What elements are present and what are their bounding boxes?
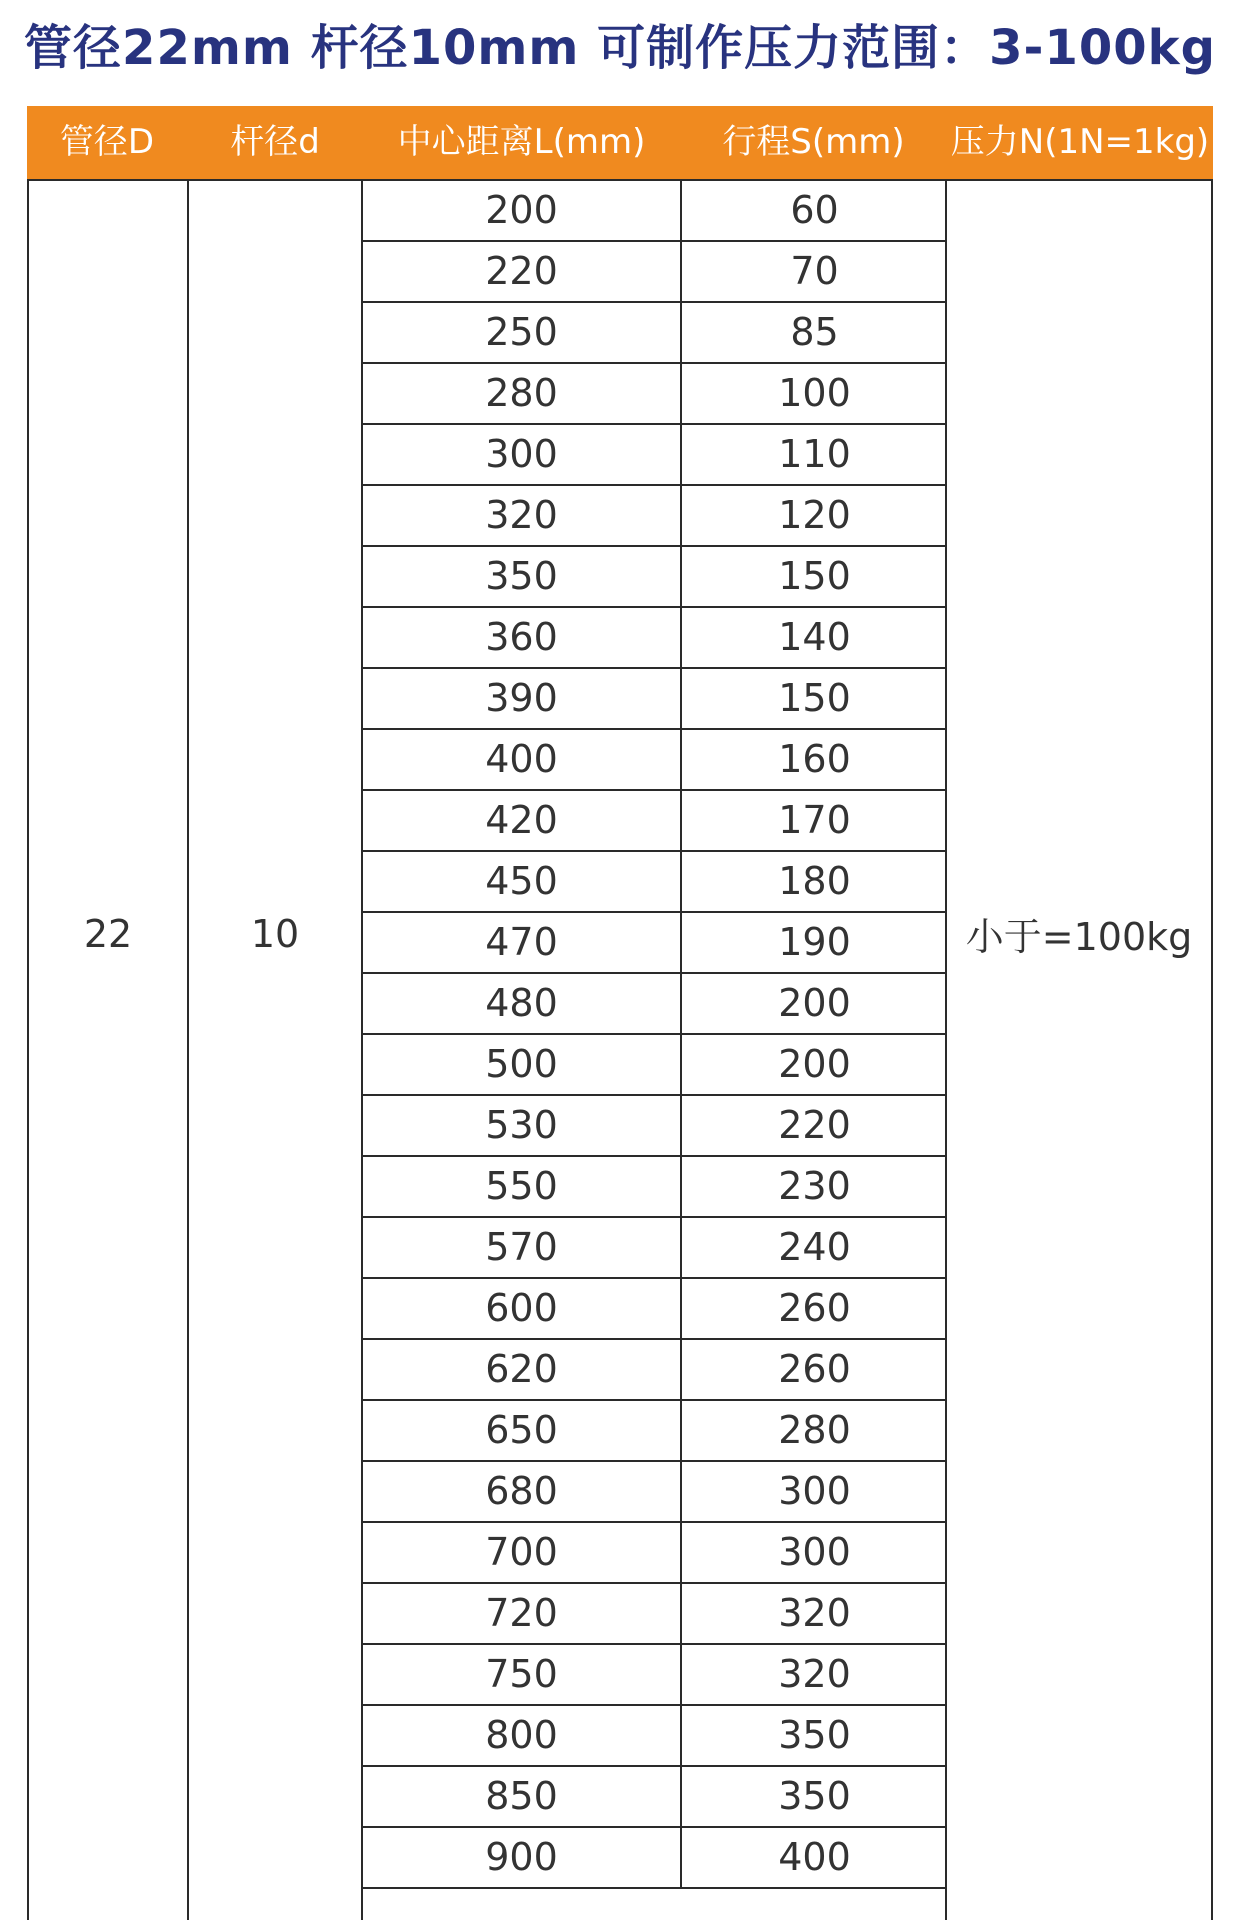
stroke-cell: 190	[778, 920, 851, 964]
header-center-distance: 中心距离L(mm)	[397, 122, 646, 162]
table-row	[363, 1340, 947, 1401]
stroke-cell: 160	[778, 737, 851, 781]
stroke-cell: 320	[778, 1652, 851, 1696]
spec-table	[27, 106, 1213, 1920]
stroke-cell: 280	[778, 1408, 851, 1452]
table-row	[363, 1523, 947, 1584]
table-row	[363, 1645, 947, 1706]
table-row	[363, 303, 947, 364]
rod-diameter-cell	[189, 181, 361, 1920]
center-distance-cell: 900	[485, 1835, 558, 1879]
stroke-cell: 140	[778, 615, 851, 659]
table-row	[363, 486, 947, 547]
stroke-cell: 110	[778, 432, 851, 476]
pressure-value: 小于=100kg	[965, 915, 1193, 959]
stroke-cell: 300	[778, 1469, 851, 1513]
center-distance-cell: 470	[485, 920, 558, 964]
stroke-cell: 60	[790, 188, 839, 232]
table-row	[363, 669, 947, 730]
center-distance-cell: 360	[485, 615, 558, 659]
table-row	[363, 913, 947, 974]
table-row	[363, 1767, 947, 1828]
stroke-cell: 320	[778, 1591, 851, 1635]
center-distance-cell: 530	[485, 1103, 558, 1147]
table-row	[363, 1096, 947, 1157]
stroke-cell: 200	[778, 981, 851, 1025]
stroke-cell: 260	[778, 1347, 851, 1391]
center-distance-cell: 620	[485, 1347, 558, 1391]
stroke-cell: 220	[778, 1103, 851, 1147]
table-row	[363, 425, 947, 486]
stroke-cell: 350	[778, 1774, 851, 1818]
table-row	[363, 730, 947, 791]
table-row	[363, 364, 947, 425]
center-distance-cell: 750	[485, 1652, 558, 1696]
stroke-cell: 85	[790, 310, 839, 354]
stroke-cell: 230	[778, 1164, 851, 1208]
center-distance-cell: 420	[485, 798, 558, 842]
table-row	[363, 1401, 947, 1462]
center-distance-cell: 220	[485, 249, 558, 293]
center-distance-cell: 450	[485, 859, 558, 903]
stroke-cell: 240	[778, 1225, 851, 1269]
table-row	[363, 791, 947, 852]
table-row	[363, 974, 947, 1035]
center-distance-cell: 650	[485, 1408, 558, 1452]
stroke-cell: 260	[778, 1286, 851, 1330]
center-distance-cell: 600	[485, 1286, 558, 1330]
tube-diameter-value: 22	[83, 911, 133, 956]
stroke-cell: 70	[790, 249, 839, 293]
stroke-cell: 300	[778, 1530, 851, 1574]
pressure-cell	[947, 181, 1211, 1920]
center-distance-cell: 850	[485, 1774, 558, 1818]
center-distance-cell: 570	[485, 1225, 558, 1269]
center-distance-cell: 390	[485, 676, 558, 720]
center-distance-cell: 720	[485, 1591, 558, 1635]
header-stroke: 行程S(mm)	[722, 122, 905, 162]
table-row	[363, 1279, 947, 1340]
center-distance-cell: 200	[485, 188, 558, 232]
center-distance-cell: 480	[485, 981, 558, 1025]
table-body	[27, 179, 1213, 1920]
table-row	[363, 242, 947, 303]
center-distance-cell: 800	[485, 1713, 558, 1757]
header-tube-diameter: 管径D	[59, 122, 155, 162]
center-distance-cell: 300	[485, 432, 558, 476]
center-distance-cell: 400	[485, 737, 558, 781]
stroke-cell: 180	[778, 859, 851, 903]
stroke-cell: 150	[778, 554, 851, 598]
table-row	[363, 1157, 947, 1218]
table-header-row	[27, 106, 1213, 179]
center-distance-cell: 550	[485, 1164, 558, 1208]
header-pressure: 压力N(1N=1kg)	[950, 122, 1210, 162]
stroke-cell: 150	[778, 676, 851, 720]
page-title: 管径22mm 杆径10mm 可制作压力范围：3-100kg	[24, 20, 1216, 76]
table-row	[363, 1584, 947, 1645]
center-distance-cell: 350	[485, 554, 558, 598]
table-row	[363, 1828, 947, 1889]
center-distance-cell: 680	[485, 1469, 558, 1513]
tube-diameter-cell	[29, 181, 187, 1920]
table-row	[363, 1035, 947, 1096]
stroke-cell: 100	[778, 371, 851, 415]
table-row	[363, 181, 947, 242]
table-row	[363, 608, 947, 669]
center-distance-cell: 320	[485, 493, 558, 537]
size-rows	[363, 181, 947, 1889]
table-row	[363, 547, 947, 608]
table-row	[363, 1706, 947, 1767]
rod-diameter-value: 10	[250, 911, 300, 956]
center-distance-cell: 250	[485, 310, 558, 354]
stroke-cell: 350	[778, 1713, 851, 1757]
center-distance-cell: 500	[485, 1042, 558, 1086]
header-rod-diameter: 杆径d	[230, 122, 320, 162]
table-row	[363, 852, 947, 913]
table-row	[363, 1462, 947, 1523]
stroke-cell: 200	[778, 1042, 851, 1086]
stroke-cell: 400	[778, 1835, 851, 1879]
stroke-cell: 120	[778, 493, 851, 537]
stroke-cell: 170	[778, 798, 851, 842]
table-row	[363, 1218, 947, 1279]
grid-line	[1211, 181, 1213, 1920]
center-distance-cell: 700	[485, 1530, 558, 1574]
center-distance-cell: 280	[485, 371, 558, 415]
